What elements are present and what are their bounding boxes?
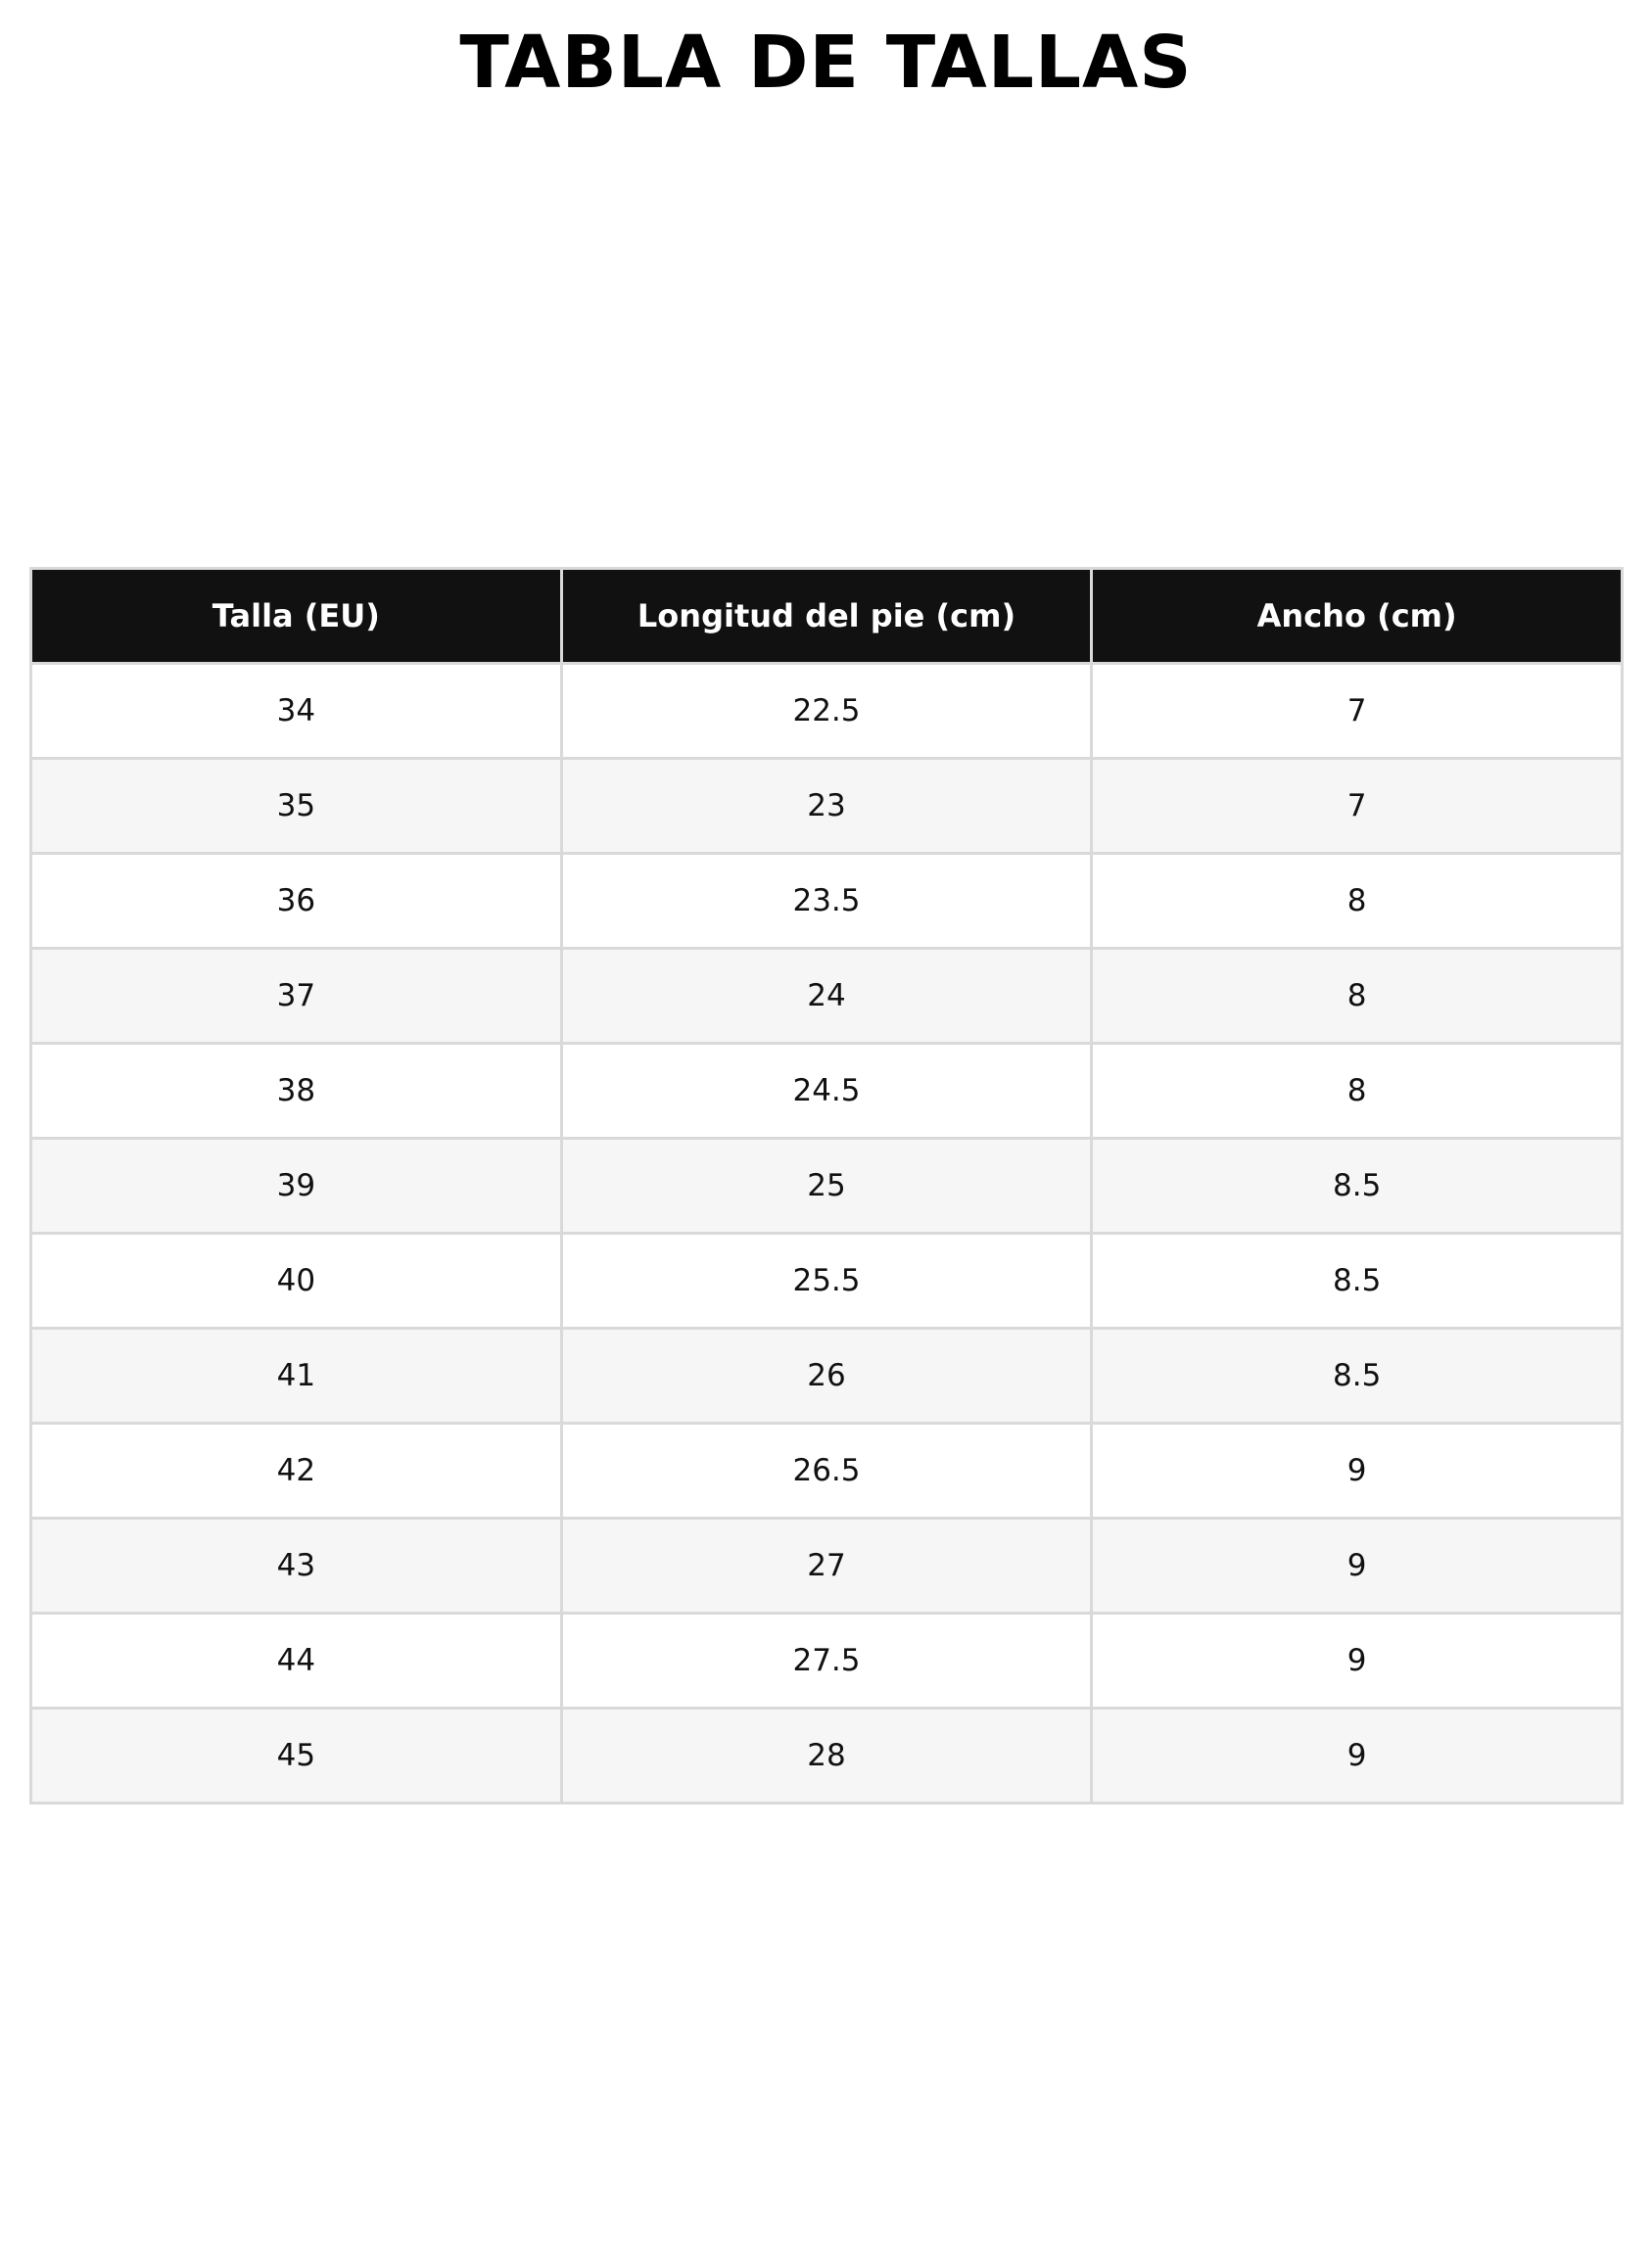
foot-length-cell: 22.5 bbox=[561, 664, 1092, 759]
table-row bbox=[31, 664, 1623, 759]
width-cell: 7 bbox=[1092, 759, 1623, 854]
foot-length-cell: 23.5 bbox=[561, 854, 1092, 949]
size-chart-table bbox=[29, 567, 1624, 1805]
size-cell: 43 bbox=[31, 1519, 562, 1614]
foot-length-cell: 26.5 bbox=[561, 1424, 1092, 1519]
foot-length-cell: 27.5 bbox=[561, 1614, 1092, 1709]
foot-length-cell: 24.5 bbox=[561, 1044, 1092, 1139]
size-cell: 41 bbox=[31, 1329, 562, 1424]
foot-length-cell: 25 bbox=[561, 1139, 1092, 1234]
table-row bbox=[31, 1424, 1623, 1519]
header-row bbox=[31, 569, 1623, 664]
table-row bbox=[31, 1234, 1623, 1329]
width-cell: 8.5 bbox=[1092, 1329, 1623, 1424]
size-cell: 38 bbox=[31, 1044, 562, 1139]
foot-length-cell: 24 bbox=[561, 949, 1092, 1044]
table-row bbox=[31, 1614, 1623, 1709]
width-cell: 9 bbox=[1092, 1709, 1623, 1804]
table-row bbox=[31, 1044, 1623, 1139]
table-body bbox=[31, 664, 1623, 1804]
size-cell: 42 bbox=[31, 1424, 562, 1519]
size-cell: 34 bbox=[31, 664, 562, 759]
page-title: TABLA DE TALLAS bbox=[459, 21, 1193, 105]
foot-length-cell: 26 bbox=[561, 1329, 1092, 1424]
size-cell: 36 bbox=[31, 854, 562, 949]
width-cell: 8.5 bbox=[1092, 1234, 1623, 1329]
width-cell: 7 bbox=[1092, 664, 1623, 759]
size-cell: 40 bbox=[31, 1234, 562, 1329]
table-row bbox=[31, 759, 1623, 854]
table-row bbox=[31, 1139, 1623, 1234]
width-cell: 8 bbox=[1092, 854, 1623, 949]
width-cell: 9 bbox=[1092, 1424, 1623, 1519]
column-header-foot-length: Longitud del pie (cm) bbox=[561, 569, 1092, 664]
size-cell: 37 bbox=[31, 949, 562, 1044]
width-cell: 9 bbox=[1092, 1519, 1623, 1614]
foot-length-cell: 25.5 bbox=[561, 1234, 1092, 1329]
width-cell: 8 bbox=[1092, 1044, 1623, 1139]
column-header-width: Ancho (cm) bbox=[1092, 569, 1623, 664]
width-cell: 8.5 bbox=[1092, 1139, 1623, 1234]
size-cell: 45 bbox=[31, 1709, 562, 1804]
table-row bbox=[31, 1519, 1623, 1614]
foot-length-cell: 28 bbox=[561, 1709, 1092, 1804]
table-header bbox=[31, 569, 1623, 664]
table-row bbox=[31, 1709, 1623, 1804]
size-cell: 35 bbox=[31, 759, 562, 854]
width-cell: 8 bbox=[1092, 949, 1623, 1044]
size-cell: 44 bbox=[31, 1614, 562, 1709]
table-row bbox=[31, 949, 1623, 1044]
foot-length-cell: 27 bbox=[561, 1519, 1092, 1614]
size-cell: 39 bbox=[31, 1139, 562, 1234]
foot-length-cell: 23 bbox=[561, 759, 1092, 854]
column-header-size: Talla (EU) bbox=[31, 569, 562, 664]
table-row bbox=[31, 854, 1623, 949]
table-row bbox=[31, 1329, 1623, 1424]
width-cell: 9 bbox=[1092, 1614, 1623, 1709]
